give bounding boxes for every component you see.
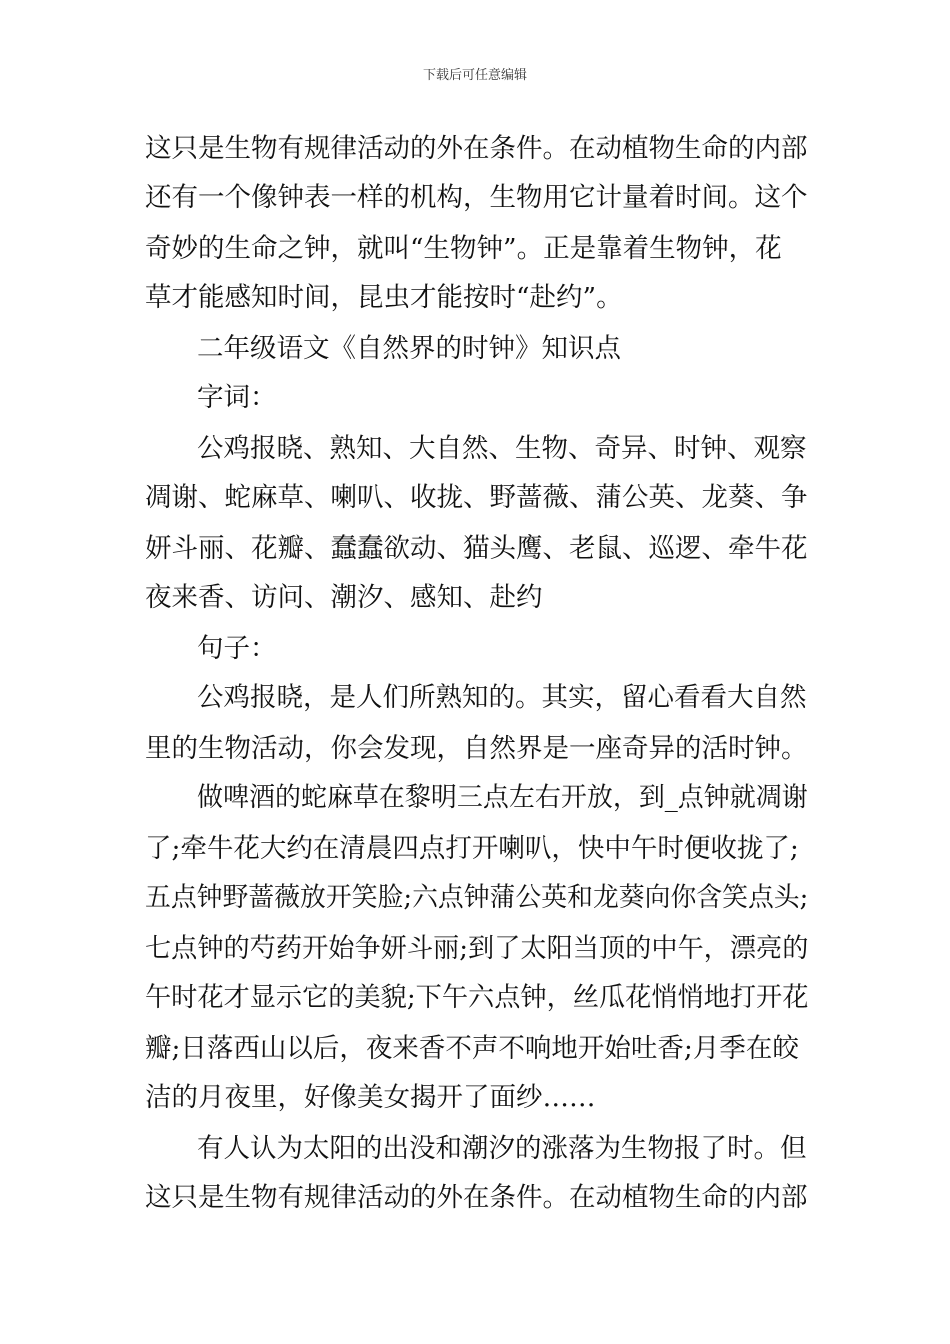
section-title: 二年级语文《自然界的时钟》知识点 <box>197 333 621 364</box>
text-line-20: 洁的月夜里，好像美女揭开了面纱…… <box>145 1082 596 1113</box>
text-line-13: 里的生物活动，你会发现，自然界是一座奇异的活时钟。 <box>145 733 808 764</box>
text-line-22: 这只是生物有规律活动的外在条件。在动植物生命的内部 <box>145 1182 808 1213</box>
text-line-15: 了;牵牛花大约在清晨四点打开喇叭，快中午时便收拢了; <box>145 833 799 864</box>
text-line-12: 公鸡报晓，是人们所熟知的。其实，留心看看大自然 <box>197 682 807 713</box>
text-line-4: 草才能感知时间，昆虫才能按时“赴约”。 <box>145 282 623 313</box>
text-line-16: 五点钟野蔷薇放开笑脸;六点钟蒲公英和龙葵向你含笑点头; <box>145 882 809 913</box>
text-line-14: 做啤酒的蛇麻草在黎明三点左右开放，到_点钟就凋谢 <box>197 782 808 813</box>
text-line-1: 这只是生物有规律活动的外在条件。在动植物生命的内部 <box>145 133 808 164</box>
text-line-8: 凋谢、蛇麻草、喇叭、收拢、野蔷薇、蒲公英、龙葵、争 <box>145 482 808 513</box>
heading-words: 字词： <box>197 382 277 413</box>
text-line-7: 公鸡报晓、熟知、大自然、生物、奇异、时钟、观察 <box>197 433 807 464</box>
page-header: 下载后可任意编辑 <box>422 68 527 83</box>
text-line-18: 午时花才显示它的美貌;下午六点钟，丝瓜花悄悄地打开花 <box>145 982 809 1013</box>
text-line-21: 有人认为太阳的出没和潮汐的涨落为生物报了时。但 <box>197 1133 807 1164</box>
text-line-17: 七点钟的芍药开始争妍斗丽;到了太阳当顶的中午，漂亮的 <box>145 933 809 964</box>
text-line-3: 奇妙的生命之钟，就叫“生物钟”。正是靠着生物钟，花 <box>145 233 782 264</box>
text-line-10: 夜来香、访问、潮汐、感知、赴约 <box>145 582 543 613</box>
text-line-19: 瓣;日落西山以后，夜来香不声不响地开始吐香;月季在皎 <box>145 1033 799 1064</box>
heading-sentences: 句子： <box>197 633 277 664</box>
text-line-9: 妍斗丽、花瓣、蠢蠢欲动、猫头鹰、老鼠、巡逻、牵牛花 <box>145 533 808 564</box>
text-line-2: 还有一个像钟表一样的机构，生物用它计量着时间。这个 <box>145 182 808 213</box>
